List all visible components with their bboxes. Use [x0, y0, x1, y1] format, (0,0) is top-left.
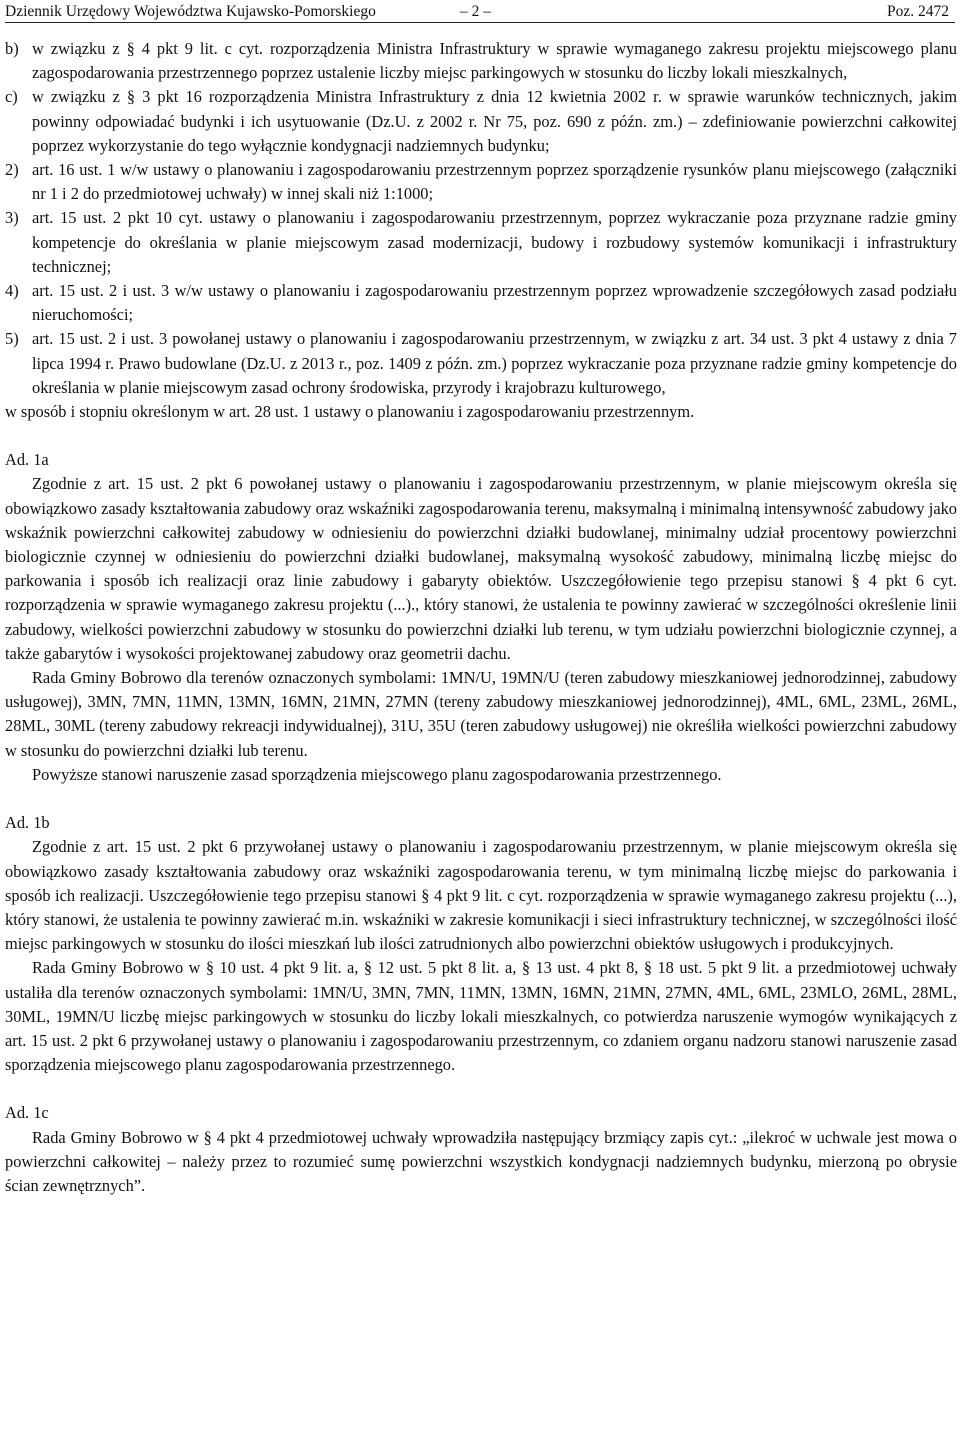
closing-line: w sposób i stopniu określonym w art. 28 ust. 1 ustawy o planowaniu i zagospodarowaniu przestrzennym. [5, 402, 695, 422]
journal-title: Dziennik Urzędowy Województwa Kujawsko-Pomorskiego [5, 3, 376, 20]
page-number: – 2 – [460, 3, 491, 20]
list-text: art. 16 ust. 1 w/w ustawy o planowaniu i zagospodarowaniu przestrzennym poprzez sporządzenie rysunków planu miejscowego (załączniki nr 1 i 2 do przedmiotowej uchwały) w innej skali niż 1:1000; [32, 160, 957, 204]
page-header [5, 0, 955, 23]
spacer [5, 787, 957, 811]
position-number: Poz. 2472 [887, 3, 949, 20]
paragraph: Powyższe stanowi naruszenie zasad sporządzenia miejscowego planu zagospodarowania przestrzennego. [32, 764, 722, 784]
list-marker: c) [5, 87, 18, 107]
section-heading-ad-1c: Ad. 1c [5, 1103, 49, 1123]
list-marker: 4) [5, 281, 19, 301]
paragraph: Zgodnie z art. 15 ust. 2 pkt 6 przywołanej ustawy o planowaniu i zagospodarowaniu przestrzennym, w planie miejscowym określa się obowiązkowo zasady kształtowania zabudowy oraz wskaźniki zagospodarowania terenu, w tym minimalną liczbę miejsc do parkowania i sposób ich realizacji. Uszczegółowienie tego przepisu stanowi § 4 pkt 9 lit. c cyt. rozporządzenia w sprawie wymaganego zakresu projektu (...), który stanowi, że ustalenia te powinny zawierać m.in. wskaźniki w zakresie komunikacji i sieci infrastruktury technicznej, w szczególności ilość miejsc parkingowych w stosunku do ilości mieszkań lub ilości zatrudnionych albo powierzchni obiektów usługowych i produkcyjnych. [5, 837, 957, 954]
list-item-4 [5, 279, 957, 327]
list-text: art. 15 ust. 2 i ust. 3 powołanej ustawy o planowaniu i zagospodarowaniu przestrzennym, w związku z art. 34 ust. 3 pkt 4 ustawy z dnia 7 lipca 1994 r. Prawo budowlane (Dz.U. z 2013 r., poz. 1409 z późn. zm.) poprzez wykraczanie poza przyznane radzie gminy kompetencje do określania w planie miejscowym zasad ochrony środowiska, przyrody i krajobrazu kulturowego, [32, 329, 957, 397]
spacer [5, 424, 957, 448]
list-marker: 2) [5, 160, 19, 180]
list-marker: 5) [5, 329, 19, 349]
list-marker: b) [5, 39, 19, 58]
section-heading-ad-1a: Ad. 1a [5, 450, 49, 470]
list-text: art. 15 ust. 2 i ust. 3 w/w ustawy o planowaniu i zagospodarowaniu przestrzennym poprzez wprowadzenie szczegółowych zasad podziału nieruchomości; [32, 281, 957, 325]
list-text: art. 15 ust. 2 pkt 10 cyt. ustawy o planowaniu i zagospodarowaniu przestrzennym, poprzez wykraczanie poza przyznane radzie gminy kompetencje do określania w planie miejscowym zasad modernizacji, budowy i rozbudowy systemów komunikacji i infrastruktury technicznej; [32, 208, 957, 276]
list-text: w związku z § 4 pkt 9 lit. c cyt. rozporządzenia Ministra Infrastruktury w sprawie wymaganego zakresu projektu miejscowego planu zagospodarowania przestrzennego poprzez ustalenie liczby miejsc parkingowych w stosunku do liczby lokali mieszkalnych, [32, 39, 957, 83]
paragraph: Rada Gminy Bobrowo dla terenów oznaczonych symbolami: 1MN/U, 19MN/U (teren zabudowy mieszkaniowej jednorodzinnej, zabudowy usługowej), 3MN, 7MN, 11MN, 13MN, 16MN, 21MN, 27MN (tereny zabudowy mieszkaniowej jednorodzinnej), 4ML, 6ML, 23ML, 26ML, 28ML, 30ML (tereny zabudowy rekreacji indywidualnej), 31U, 35U (teren zabudowy usługowej) nie określiła wielkości powierzchni zabudowy w stosunku do powierzchni działki lub terenu. [5, 668, 957, 760]
paragraph: Rada Gminy Bobrowo w § 4 pkt 4 przedmiotowej uchwały wprowadziła następujący brzmiący zapis cyt.: „ilekroć w uchwale jest mowa o powierzchni całkowitej – należy przez to rozumieć sumę powierzchni wszystkich kondygnacji nadziemnych budynku, mierzoną po obrysie ścian zewnętrznych”. [5, 1127, 957, 1195]
list-item-b [5, 37, 957, 85]
list-item-2 [5, 158, 957, 206]
list-item-3 [5, 206, 957, 279]
list-item-5 [5, 327, 957, 400]
section-heading-ad-1b: Ad. 1b [5, 813, 50, 833]
paragraph: Rada Gminy Bobrowo w § 10 ust. 4 pkt 9 lit. a, § 12 ust. 5 pkt 8 lit. a, § 13 ust. 4 pkt 8, § 18 ust. 5 pkt 9 lit. a przedmiotowej uchwały ustaliła dla terenów oznaczonych symbolami: 1MN/U, 3MN, 7MN, 11MN, 13MN, 16MN, 21MN, 27MN, 4ML, 6ML, 23MLO, 26ML, 28ML, 30ML, 19MN/U liczbę miejsc parkingowych w stosunku do liczby lokali mieszkalnych, co potwierdza naruszenie wymogów wynikających z art. 15 ust. 2 pkt 6 przywołanej ustawy o planowaniu i zagospodarowaniu przestrzennym, co zdaniem organu nadzoru stanowi naruszenie zasad sporządzenia miejscowego planu zagospodarowania przestrzennego. [5, 958, 957, 1075]
paragraph: Zgodnie z art. 15 ust. 2 pkt 6 powołanej ustawy o planowaniu i zagospodarowaniu przestrzennym, w planie miejscowym określa się obowiązkowo zasady kształtowania zabudowy oraz wskaźniki zagospodarowania terenu, maksymalną i minimalną intensywność zabudowy jako wskaźnik powierzchni całkowitej zabudowy w odniesieniu do powierzchni działki budowlanej, minimalny udział procentowy powierzchni biologicznie czynnej w odniesieniu do powierzchni działki budowlanej, maksymalną wysokość zabudowy, minimalną liczbę miejsc do parkowania i sposób ich realizacji oraz linie zabudowy i gabaryty obiektów. Uszczegółowienie tego przepisu stanowi § 4 pkt 6 cyt. rozporządzenia w sprawie wymaganego zakresu projektu (...)., który stanowi, że ustalenia te powinny zawierać w szczególności określenie linii zabudowy, wielkości powierzchni zabudowy w stosunku do powierzchni działki lub terenu, w tym udziału powierzchni biologicznie czynnej, a także gabarytów i wysokości projektowanej zabudowy oraz geometrii dachu. [5, 474, 957, 663]
list-marker: 3) [5, 208, 19, 228]
spacer [5, 1077, 957, 1101]
list-item-c [5, 85, 957, 158]
list-text: w związku z § 3 pkt 16 rozporządzenia Ministra Infrastruktury z dnia 12 kwietnia 2002 r. w sprawie warunków technicznych, jakim powinny odpowiadać budynki i ich usytuowanie (Dz.U. z 2002 r. Nr 75, poz. 690 z późn. zm.) – zdefiniowanie powierzchni całkowitej poprzez wykorzystanie do tego wyłącznie kondygnacji nadziemnych budynku; [32, 87, 957, 155]
